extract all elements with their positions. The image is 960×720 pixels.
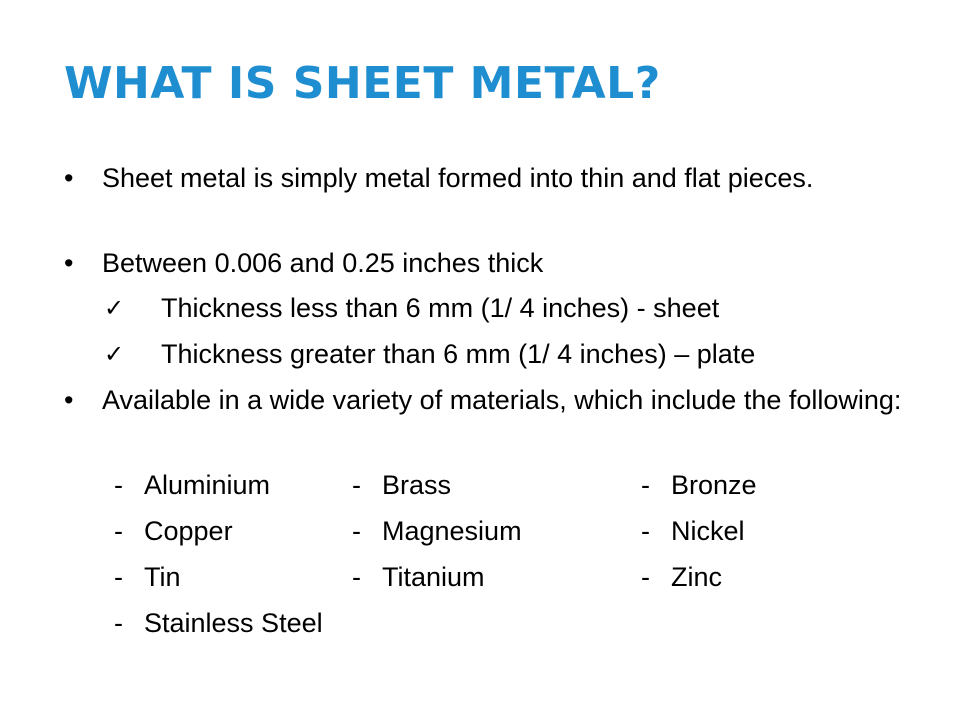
material-dash: - bbox=[114, 608, 123, 638]
check-item-text: Thickness less than 6 mm (1/ 4 inches) - sheet bbox=[161, 293, 720, 323]
bullet-item-thickness-range bbox=[64, 245, 910, 281]
bullet-text: Between 0.006 and 0.25 inches thick bbox=[102, 248, 544, 278]
bullet-item-definition bbox=[64, 160, 910, 196]
material-dash: - bbox=[352, 516, 361, 546]
material-item bbox=[114, 605, 323, 641]
material-name: Brass bbox=[382, 470, 452, 500]
material-name: Zinc bbox=[671, 562, 723, 592]
bullet-text: Available in a wide variety of materials, which include the following: bbox=[102, 385, 902, 415]
check-item-plate bbox=[104, 336, 884, 372]
material-item bbox=[114, 467, 270, 503]
material-dash: - bbox=[352, 562, 361, 592]
material-item bbox=[352, 467, 451, 503]
checkmark-icon: ✓ bbox=[104, 294, 125, 322]
check-item-text: Thickness greater than 6 mm (1/ 4 inches) – plate bbox=[161, 339, 756, 369]
material-dash: - bbox=[114, 516, 123, 546]
bullet-item-materials bbox=[64, 382, 910, 418]
material-name: Aluminium bbox=[144, 470, 271, 500]
material-item bbox=[641, 559, 722, 595]
material-item bbox=[114, 559, 181, 595]
material-item bbox=[641, 513, 745, 549]
material-dash: - bbox=[641, 562, 650, 592]
checkmark-icon: ✓ bbox=[104, 340, 125, 368]
material-name: Titanium bbox=[382, 562, 485, 592]
slide-title: WHAT IS SHEET METAL? bbox=[64, 58, 661, 109]
bullet-marker: • bbox=[64, 163, 74, 193]
bullet-marker: • bbox=[64, 385, 74, 415]
material-name: Nickel bbox=[671, 516, 745, 546]
material-item bbox=[352, 559, 485, 595]
material-item bbox=[641, 467, 757, 503]
material-item bbox=[114, 513, 233, 549]
material-item bbox=[352, 513, 522, 549]
bullet-text: Sheet metal is simply metal formed into thin and flat pieces. bbox=[102, 163, 814, 193]
material-name: Bronze bbox=[671, 470, 757, 500]
material-dash: - bbox=[352, 470, 361, 500]
bullet-marker: • bbox=[64, 248, 74, 278]
material-dash: - bbox=[114, 470, 123, 500]
material-name: Tin bbox=[144, 562, 181, 592]
material-name: Copper bbox=[144, 516, 233, 546]
material-dash: - bbox=[641, 470, 650, 500]
material-dash: - bbox=[641, 516, 650, 546]
material-name: Magnesium bbox=[382, 516, 522, 546]
check-item-sheet bbox=[104, 290, 884, 326]
material-name: Stainless Steel bbox=[144, 608, 323, 638]
material-dash: - bbox=[114, 562, 123, 592]
